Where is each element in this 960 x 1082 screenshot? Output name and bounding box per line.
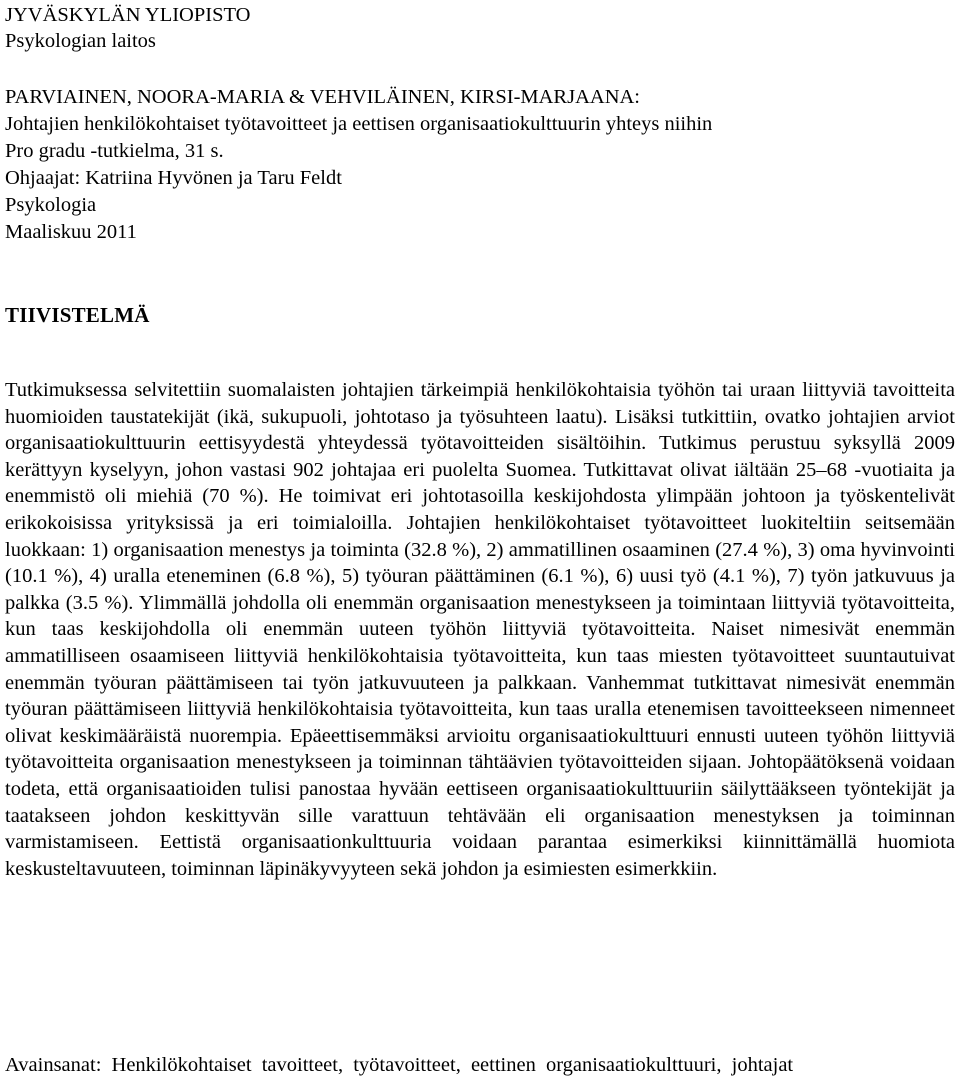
keywords-line: Avainsanat: Henkilökohtaiset tavoitteet, työtavoitteet, eettinen organisaatiokulttuuri, johtajat [5,1054,794,1076]
document-header [5,2,950,54]
thesis-metadata [5,84,950,246]
subject: Psykologia [5,194,97,216]
thesis-title: Johtajien henkilökohtaiset työtavoitteet ja eettisen organisaatiokulttuurin yhteys niihin [5,113,713,135]
abstract-body: Tutkimuksessa selvitettiin suomalaisten johtajien tärkeimpiä henkilökohtaisia työhön tai uraan liittyviä tavoitteita huomioiden taustatekijät (ikä, sukupuoli, johtotaso ja työsuhteen laatu). Lisäksi tutkittiin, ovatko johtajien arviot organisaatiokulttuurin eettisyydestä yhteydessä työtavoitteiden sisältöihin. Tutkimus perustuu syksyllä 2009 kerättyyn kyselyyn, johon vastasi 902 johtajaa eri puolelta Suomea. Tutkittavat olivat iältään 25–68 -vuotiaita ja enemmistö oli miehiä (70 %). He toimivat eri johtotasoilla keskijohdosta ylimpään johtoon ja työskentelivät erikokoisissa yrityksissä ja eri toimialoilla. Johtajien henkilökohtaiset työtavoitteet luokiteltiin seitsemään luokkaan: 1) organisaation menestys ja toiminta (32.8 %), 2) ammatillinen osaaminen (27.4 %), 3) oma hyvinvointi (10.1 %), 4) uralla eteneminen (6.8 %), 5) työuran päättäminen (6.1 %), 6) uusi työ (4.1 %), 7) työn jatkuvuus ja palkka (3.5 %). Ylimmällä johdolla oli enemmän organisaation menestykseen ja toimintaan liittyviä työtavoitteita, kun taas keskijohdolla oli enemmän uuteen työhön liittyviä työtavoitteita. Naiset nimesivät enemmän ammatilliseen osaamiseen liittyviä henkilökohtaisia työtavoitteita, kun taas miesten työtavoitteet suuntautuivat enemmän työuran päättämiseen tai työn jatkuvuuteen ja palkkaan. Vanhemmat tutkittavat nimesivät enemmän työuran päättämiseen liittyviä henkilökohtaisia työtavoitteita, kun taas uralla etenemisen tavoitteekseen nimenneet olivat keskimääräistä nuorempia. Epäeettisemmäksi arvioitu organisaatiokulttuuri ennusti uuteen työhön liittyviä työtavoitteita organisaation menestykseen ja toiminnan tähtäävien työtavoitteiden sijaan. Johtopäätöksenä voidaan todeta, että organisaatioiden tulisi panostaa hyvään eettiseen organisaatiokulttuuriin säilyttääkseen työntekijät ja taatakseen johdon keskittyvän sille varattuun tehtävään eli organisaation menestyksen ja toiminnan varmistamiseen. Eettistä organisaationkulttuuria voidaan parantaa esimerkiksi kiinnittämällä huomiota keskusteltavuuteen, toiminnan läpinäkyvyyteen sekä johdon ja esimiesten esimerkkiin. [5,379,955,880]
department-name: Psykologian laitos [5,30,156,52]
university-name: JYVÄSKYLÄN YLIOPISTO [5,4,251,26]
abstract-heading: TIIVISTELMÄ [5,303,150,327]
thesis-type: Pro gradu -tutkielma, 31 s. [5,140,224,162]
date: Maaliskuu 2011 [5,221,137,243]
authors: PARVIAINEN, NOORA-MARIA & VEHVILÄINEN, KIRSI-MARJAANA: [5,86,640,108]
supervisors: Ohjaajat: Katriina Hyvönen ja Taru Feldt [5,167,342,189]
